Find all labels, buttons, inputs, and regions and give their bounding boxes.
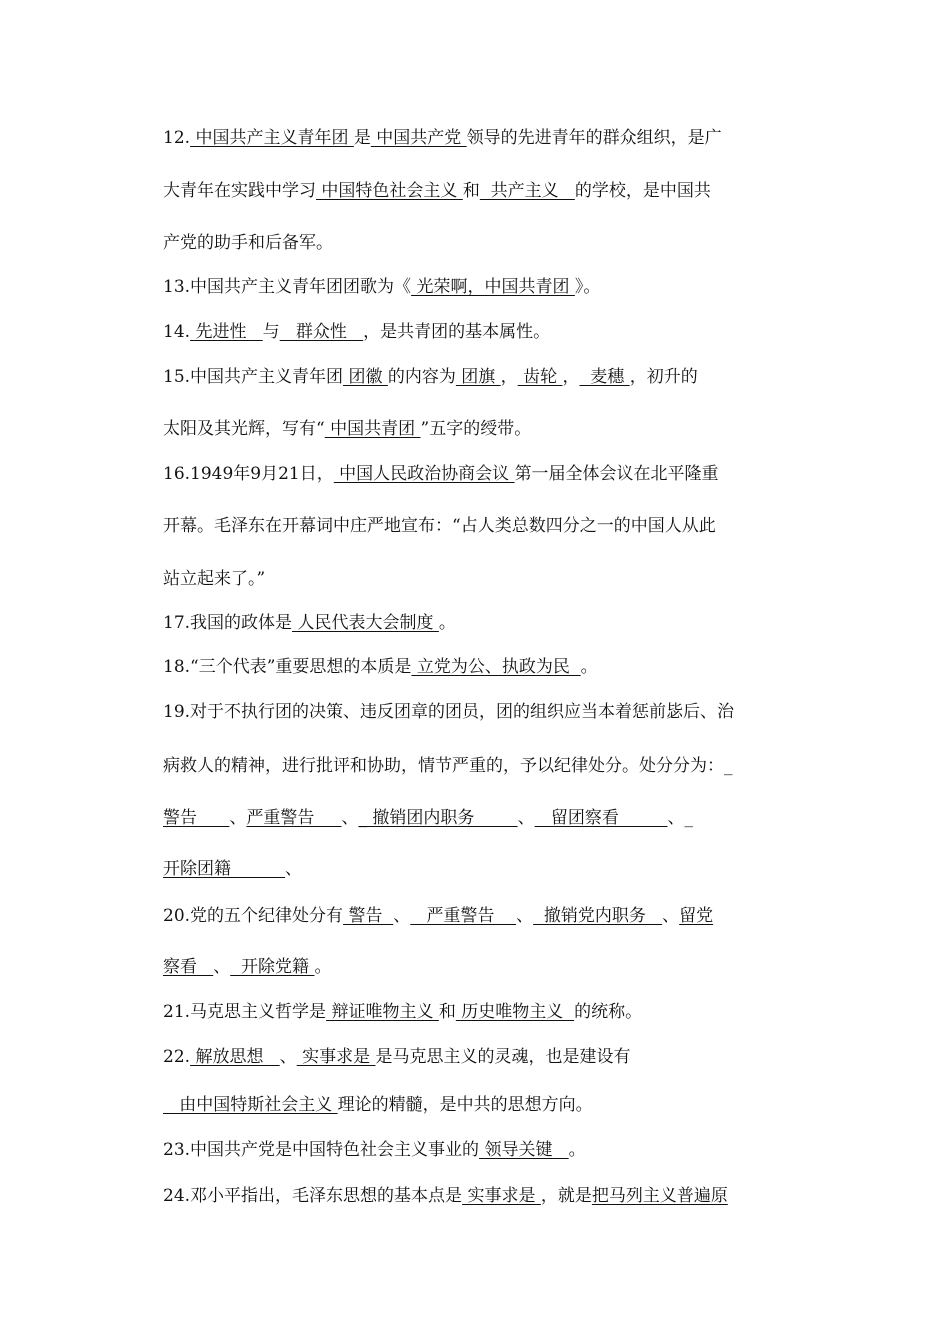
answer-blank: 共产主义 <box>479 181 575 201</box>
question-text: 的统称。 <box>574 1002 643 1022</box>
answer-blank: 中国共青团 <box>324 419 421 439</box>
question-text: 大青年在实践中学习 <box>163 181 316 201</box>
question-text: 。 <box>580 657 598 677</box>
question-text: 20.党的五个纪律处分有 <box>163 906 344 926</box>
text-line <box>163 418 531 440</box>
question-text: 病救人的精神，进行批评和协助，情节严重的，予以纪律处分。处分分为： <box>163 756 724 776</box>
question-text: 和 <box>438 1002 456 1022</box>
text-line <box>163 463 719 485</box>
text-line <box>163 956 331 978</box>
text-line <box>163 321 550 343</box>
question-text: 太阳及其光辉，写有“ <box>163 419 325 439</box>
question-text: ，就是 <box>540 1186 592 1206</box>
answer-blank: 撤销党内职务 <box>533 906 663 926</box>
question-text: 24.邓小平指出，毛泽东思想的基本点是 <box>163 1186 463 1206</box>
question-text: 和 <box>462 181 480 201</box>
answer-blank: 中国共产主义青年团 <box>190 128 354 148</box>
question-text: ，是共青团的基本属性。 <box>363 322 551 342</box>
question-text: 14. <box>163 322 191 342</box>
answer-blank: 麦穗 <box>579 367 630 387</box>
question-text: 第一届全体会议在北平隆重 <box>514 464 719 484</box>
question-text: 是 <box>353 128 371 148</box>
text-line <box>163 656 598 678</box>
question-text: 。 <box>568 1140 586 1160</box>
question-text: 、 <box>285 859 303 879</box>
question-text: 与 <box>262 322 280 342</box>
answer-blank: 中国特色社会主义 <box>316 181 463 201</box>
text-line <box>163 127 722 149</box>
question-text: 、 <box>229 808 247 828</box>
text-line <box>163 568 265 590</box>
answer-blank: 警告 <box>343 906 394 926</box>
question-text: ， <box>500 367 518 387</box>
question-text: ，初升的 <box>629 367 698 387</box>
question-text: 领导的先进青年的群众组织，是广 <box>466 128 722 148</box>
text-line <box>163 612 456 634</box>
question-text: 23.中国共产党是中国特色社会主义事业的 <box>163 1140 480 1160</box>
text-line <box>163 366 698 388</box>
text-line <box>163 755 733 777</box>
question-text: 12. <box>163 128 191 148</box>
answer-blank: 严重警告 <box>246 808 342 828</box>
answer-blank: 历史唯物主义 <box>455 1002 575 1022</box>
answer-blank: 立党为公、执政为民 <box>411 657 581 677</box>
question-text: 产党的助手和后备军。 <box>163 233 333 253</box>
question-text: _ <box>724 756 733 776</box>
text-line <box>163 701 734 723</box>
answer-blank: 严重警告 <box>410 906 517 926</box>
text-line <box>163 1139 586 1161</box>
answer-blank: 开除团籍 <box>163 859 286 879</box>
answer-blank: 光荣啊，中国共青团 <box>411 277 575 297</box>
question-text: 。 <box>438 613 456 633</box>
answer-blank: 实事求是 <box>462 1186 541 1206</box>
answer-blank: 齿轮 <box>517 367 563 387</box>
answer-blank: 领导关键 <box>479 1140 569 1160</box>
answer-blank: _ 撤销团内职务 <box>358 808 518 828</box>
question-text: 15.中国共产主义青年团 <box>163 367 344 387</box>
answer-blank: 中国共产党 <box>370 128 467 148</box>
question-text: 、 <box>341 808 359 828</box>
answer-blank: 团徽 <box>343 367 388 387</box>
question-text: 站立起来了。” <box>163 569 266 589</box>
question-text: 13.中国共产主义青年团团歌为《 <box>163 277 412 297</box>
answer-blank: 辩证唯物主义 <box>326 1002 439 1022</box>
question-text: 21.马克思主义哲学是 <box>163 1002 327 1022</box>
text-line <box>163 858 302 880</box>
answer-blank: 开除党籍 <box>230 957 315 977</box>
answer-blank: 把马列主义普遍原 <box>591 1186 728 1206</box>
question-text: 22. <box>163 1047 191 1067</box>
text-line <box>163 515 716 537</box>
text-line <box>163 1094 593 1116</box>
answer-blank: 留党 <box>679 906 714 926</box>
text-line <box>163 180 711 202</box>
question-text: _ <box>684 808 693 828</box>
question-text: 。 <box>314 957 332 977</box>
question-text: 的内容为 <box>387 367 456 387</box>
text-line <box>163 232 333 254</box>
answer-blank: 警告 <box>163 808 230 828</box>
answer-blank: 实事求是 <box>296 1047 376 1067</box>
answer-blank: 留团察看 <box>534 808 668 828</box>
question-text: 是马克思主义的灵魂，也是建设有 <box>375 1047 631 1067</box>
answer-blank: 解放思想 <box>190 1047 280 1067</box>
question-text: 17.我国的政体是 <box>163 613 293 633</box>
question-text: ， <box>562 367 580 387</box>
text-line <box>163 276 600 298</box>
answer-blank: 团旗 <box>455 367 501 387</box>
question-text: 、 <box>662 906 680 926</box>
question-text: 理论的精髓，是中共的思想方向。 <box>337 1095 593 1115</box>
question-text: 、 <box>516 906 534 926</box>
question-text: 、 <box>279 1047 297 1067</box>
question-text: 、 <box>393 906 411 926</box>
text-line <box>163 807 693 829</box>
question-text: 开幕。毛泽东在开幕词中庄严地宣布：“占人类总数四分之一的中国人从此 <box>163 516 716 536</box>
answer-blank: 由中国特斯社会主义 <box>163 1095 338 1115</box>
text-line <box>163 1185 728 1207</box>
answer-blank: 群众性 <box>279 322 364 342</box>
question-text: 的学校，是中国共 <box>574 181 711 201</box>
question-text: 、 <box>517 808 535 828</box>
text-line <box>163 905 713 927</box>
question-text: 18.“三个代表”重要思想的本质是 <box>163 657 412 677</box>
question-text: 19.对于不执行团的决策、违反团章的团员，团的组织应当本着惩前毖后、治 <box>163 702 735 722</box>
text-line <box>163 1001 642 1023</box>
answer-blank: 中国人民政治协商会议 <box>333 464 515 484</box>
question-text: 》。 <box>574 277 601 297</box>
question-text: 、 <box>213 957 231 977</box>
question-text: 、 <box>667 808 685 828</box>
answer-blank: 人民代表大会制度 <box>292 613 439 633</box>
answer-blank: 先进性 <box>190 322 263 342</box>
answer-blank: 察看 <box>163 957 214 977</box>
question-text: ”五字的绶带。 <box>420 419 532 439</box>
text-line <box>163 1046 630 1068</box>
question-text: 16.1949年9月21日， <box>163 464 334 484</box>
